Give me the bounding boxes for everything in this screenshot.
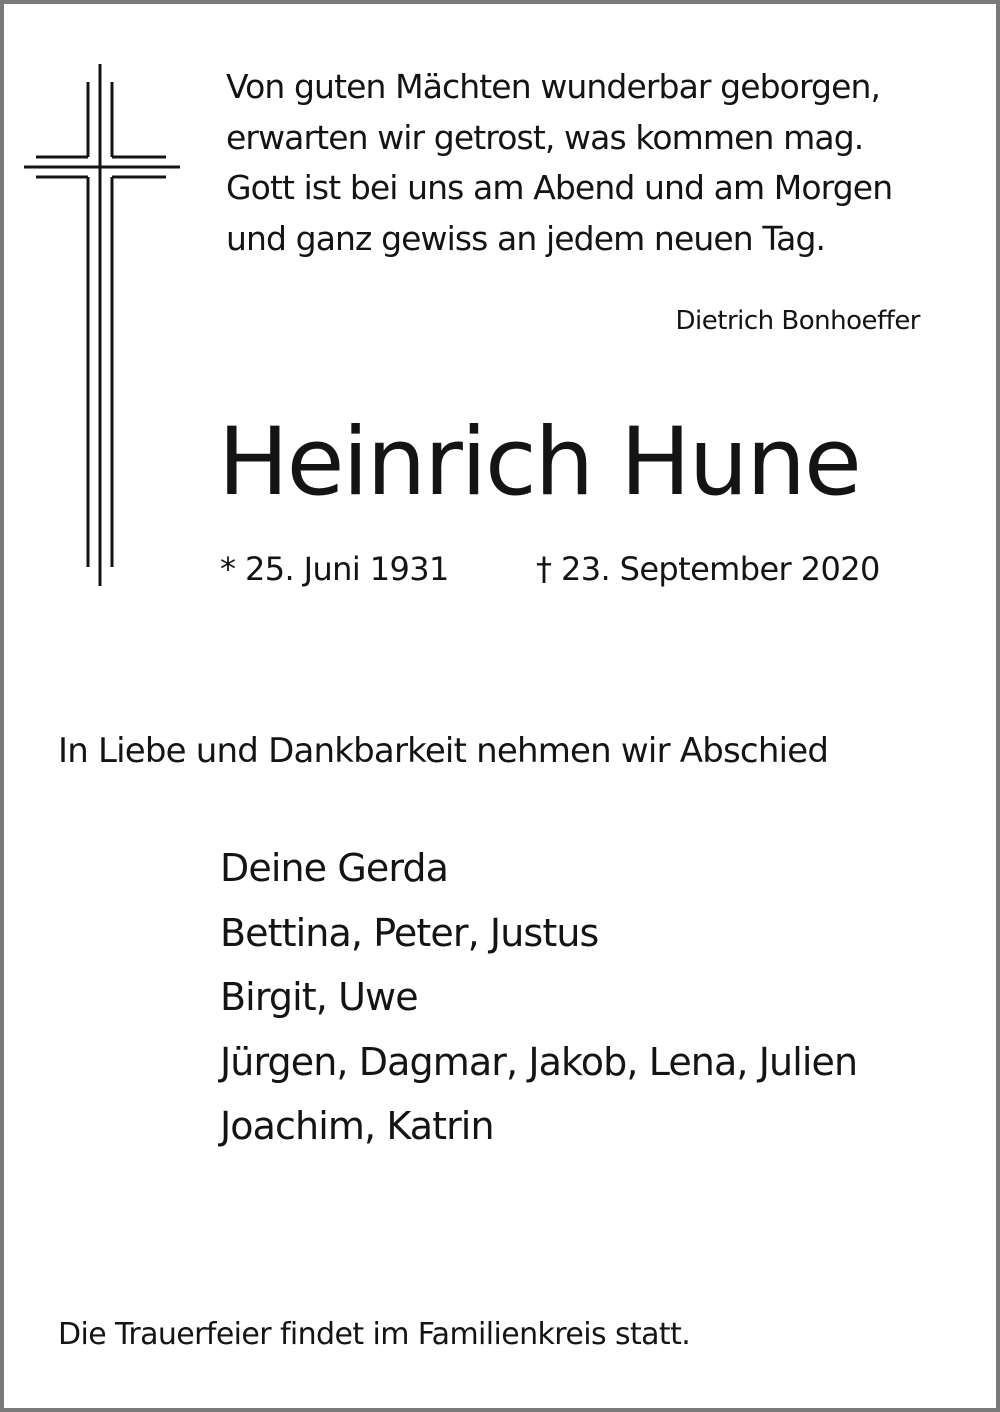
poem-line: und ganz gewiss an jedem neuen Tag. [226,218,826,258]
farewell-text: In Liebe und Dankbarkeit nehmen wir Abschied [58,731,829,771]
mourner-line: Jürgen, Dagmar, Jakob, Lena, Julien [220,1039,858,1084]
death-date: † 23. September 2020 [536,550,880,588]
poem-line: Von guten Mächten wunderbar geborgen, [226,67,881,106]
mourner-line: Bettina, Peter, Justus [220,910,599,955]
mourner-line: Joachim, Katrin [220,1104,494,1148]
poem-line: Gott ist bei uns am Abend und am Morgen [226,168,893,207]
birth-date: * 25. Juni 1931 [220,550,449,588]
poem [226,62,966,264]
mourners-list [220,836,857,1159]
cross-icon [22,62,184,588]
poem-line: erwarten wir getrost, was kommen mag. [226,117,864,157]
poem-author: Dietrich Bonhoeffer [675,306,920,336]
deceased-name: Heinrich Hune [218,408,860,517]
mourner-line: Birgit, Uwe [220,975,418,1019]
mourner-line: Deine Gerda [220,846,449,890]
funeral-notice: Die Trauerfeier findet im Familienkreis statt. [58,1317,691,1352]
